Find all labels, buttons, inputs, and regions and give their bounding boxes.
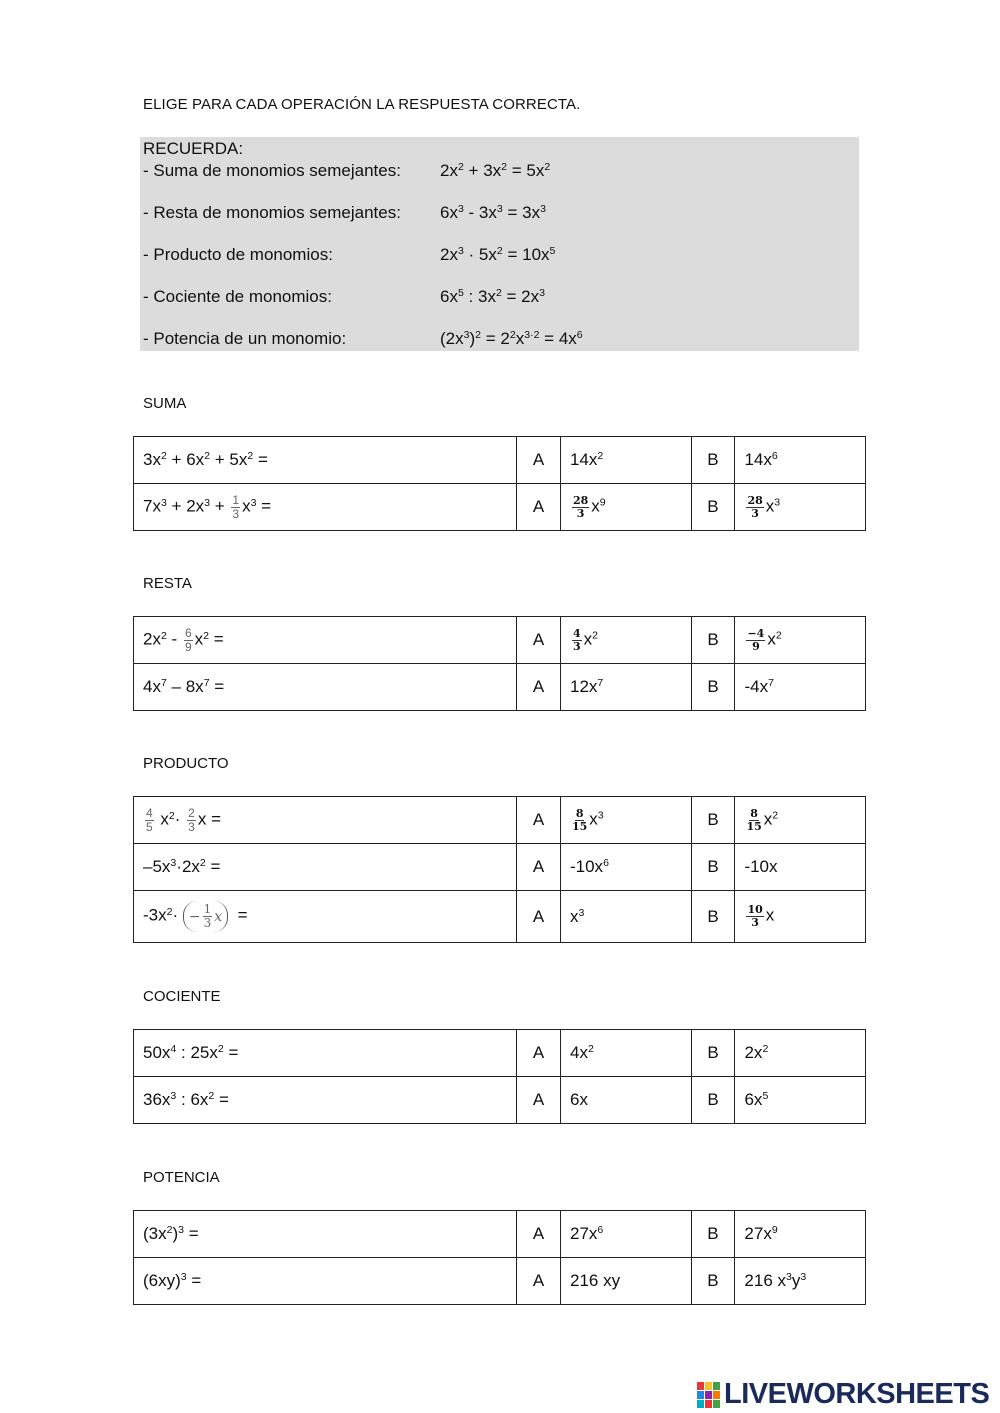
- logo-square: [697, 1400, 704, 1408]
- option-a-label: A: [517, 844, 561, 891]
- table-row: [134, 437, 866, 484]
- option-b-label: B: [691, 844, 735, 891]
- fraction: $\frac{-4}{9}$: [747, 626, 765, 653]
- option-b-answer[interactable]: $\frac{28}{3}$ $x^3$: [735, 484, 866, 531]
- reminder-label: - Resta de monomios semejantes:: [143, 203, 401, 222]
- option-b-answer[interactable]: 216 $x^3y^3$: [735, 1258, 866, 1305]
- option-b-label: B: [691, 484, 735, 531]
- option-b-answer[interactable]: -10x: [735, 844, 866, 891]
- section-title-potencia: POTENCIA: [143, 1169, 220, 1186]
- reminder-box: [140, 137, 859, 351]
- option-a-answer[interactable]: $\frac{4}{3}$ $x^2$: [560, 617, 691, 664]
- fraction: $\frac{28}{3}$: [572, 493, 589, 520]
- option-a-answer[interactable]: $27x^6$: [560, 1211, 691, 1258]
- table-row: [134, 617, 866, 664]
- section-title-resta: RESTA: [143, 575, 192, 592]
- question-expression: $(6xy)^3$ =: [134, 1258, 517, 1305]
- reminder-row-cociente: [143, 287, 545, 307]
- table-suma: [133, 436, 866, 531]
- option-a-label: A: [517, 664, 561, 711]
- question-expression: $2x^2$ - $\frac{6}{9}$ $x^2$ =: [134, 617, 517, 664]
- option-a-answer[interactable]: $12x^7$: [560, 664, 691, 711]
- table-row: [134, 664, 866, 711]
- question-expression: $(3x^2)^3$ =: [134, 1211, 517, 1258]
- reminder-row-resta: [143, 203, 546, 223]
- option-a-answer[interactable]: $14x^2$: [560, 437, 691, 484]
- instructions: ELIGE PARA CADA OPERACIÓN LA RESPUESTA CORRECTA.: [143, 96, 581, 113]
- option-a-answer[interactable]: $4x^2$: [561, 1030, 692, 1077]
- logo-square: [713, 1400, 720, 1408]
- option-a-answer[interactable]: $-10x^6$: [560, 844, 691, 891]
- fraction: $\frac{2}{3}$: [188, 805, 195, 834]
- table-row: [134, 1077, 866, 1124]
- reminder-formula: $6x^5$ : $3x^2 = 2x^3$: [440, 287, 546, 306]
- logo-square: [705, 1382, 712, 1390]
- table-row: [134, 1258, 866, 1305]
- option-a-answer[interactable]: $\frac{28}{3}$ $x^9$: [560, 484, 691, 531]
- reminder-formula: $2x^3 \cdot 5x^2 = 10x^5$: [440, 245, 556, 264]
- option-b-label: B: [691, 1211, 735, 1258]
- fraction: $\frac{28}{3}$: [747, 493, 763, 520]
- question-expression: $7x^3 + 2x^3$ + $\frac{1}{3}$ $x^3$ =: [134, 484, 517, 531]
- logo-square: [705, 1391, 712, 1399]
- option-a-label: A: [517, 484, 561, 531]
- reminder-formula: $(2x^3)^2 = 2^2x^{3\cdot 2} = 4x^6$: [440, 329, 583, 348]
- option-a-label: A: [517, 797, 561, 844]
- logo-square: [705, 1400, 712, 1408]
- fraction: $\frac{6}{9}$: [184, 625, 192, 654]
- reminder-row-producto: [143, 245, 555, 265]
- fraction: $\frac{1}{3}$: [203, 902, 212, 930]
- option-b-label: B: [691, 1077, 735, 1124]
- option-b-answer[interactable]: $2x^2$: [735, 1030, 866, 1077]
- reminder-row-potencia: [143, 329, 583, 349]
- option-a-label: A: [517, 1030, 561, 1077]
- liveworksheets-logo-icon: [697, 1382, 720, 1408]
- section-title-suma: SUMA: [143, 395, 187, 412]
- reminder-row-suma: [143, 161, 550, 181]
- question-expression: $4x^7 - 8x^7$ =: [134, 664, 517, 711]
- section-title-producto: PRODUCTO: [143, 755, 229, 772]
- option-b-label: B: [691, 664, 735, 711]
- table-potencia: [133, 1210, 866, 1305]
- fraction: $\frac{8}{15}$: [571, 806, 588, 833]
- option-b-label: B: [691, 1030, 735, 1077]
- option-b-label: B: [691, 797, 735, 844]
- fraction: $\frac{4}{3}$: [572, 626, 581, 653]
- option-b-label: B: [691, 437, 735, 484]
- reminder-formula: $2x^2 + 3x^2 = 5x^2$: [440, 161, 551, 180]
- reminder-label: - Suma de monomios semejantes:: [143, 161, 401, 180]
- table-row: [134, 1030, 866, 1077]
- fraction: $\frac{10}{3}$: [747, 903, 763, 929]
- fraction: $\frac{8}{15}$: [746, 806, 762, 833]
- question-expression: $\frac{4}{5}$ $x^2\cdot$ $\frac{2}{3}$ x =: [134, 797, 517, 844]
- table-row: [134, 844, 866, 891]
- table-cociente: [133, 1029, 866, 1124]
- fraction: $\frac{1}{3}$: [232, 492, 240, 521]
- logo-square: [697, 1382, 704, 1390]
- option-a-answer[interactable]: 216 xy: [560, 1258, 691, 1305]
- parenthesized-fraction: − $\frac{1}{3}$ x: [183, 901, 228, 931]
- question-expression: $-5x^3\cdot 2x^2$ =: [134, 844, 517, 891]
- question-expression: $36x^3$ : $6x^2$ =: [134, 1077, 517, 1124]
- table-row: [134, 1211, 866, 1258]
- option-b-answer[interactable]: $27x^9$: [735, 1211, 866, 1258]
- option-b-label: B: [691, 617, 735, 664]
- option-b-label: B: [691, 1258, 735, 1305]
- fraction: $\frac{4}{5}$: [146, 805, 153, 834]
- question-expression: $-3x^2\cdot$ − $\frac{1}{3}$ x =: [134, 891, 517, 943]
- option-a-label: A: [517, 1211, 561, 1258]
- liveworksheets-watermark: [697, 1378, 989, 1411]
- option-b-answer[interactable]: $-4x^7$: [735, 664, 866, 711]
- reminder-label: - Cociente de monomios:: [143, 287, 332, 306]
- watermark-text: LIVEWORKSHEETS: [724, 1378, 990, 1410]
- question-expression: $3x^2 + 6x^2 + 5x^2$ =: [134, 437, 517, 484]
- table-resta: [133, 616, 866, 711]
- option-a-label: A: [517, 617, 561, 664]
- reminder-formula: $6x^3 - 3x^3 = 3x^3$: [440, 203, 546, 222]
- question-expression: $50x^4$ : $25x^2$ =: [134, 1030, 517, 1077]
- option-a-answer[interactable]: $x^3$: [560, 891, 691, 943]
- option-b-answer[interactable]: $\frac{8}{15}$ $x^2$: [735, 797, 866, 844]
- reminder-label: - Producto de monomios:: [143, 245, 333, 264]
- table-row: [134, 484, 866, 531]
- option-b-label: B: [691, 891, 735, 943]
- logo-square: [697, 1391, 704, 1399]
- option-a-label: A: [517, 437, 561, 484]
- option-b-answer[interactable]: $\frac{-4}{9}$ $x^2$: [735, 617, 866, 664]
- option-a-answer[interactable]: $\frac{8}{15}$ $x^3$: [560, 797, 691, 844]
- option-a-label: A: [517, 1077, 561, 1124]
- option-a-answer[interactable]: 6x: [561, 1077, 692, 1124]
- section-title-cociente: COCIENTE: [143, 988, 221, 1005]
- reminder-title: RECUERDA:: [143, 139, 244, 158]
- logo-square: [713, 1382, 720, 1390]
- logo-square: [713, 1391, 720, 1399]
- table-row: [134, 891, 866, 943]
- option-b-answer[interactable]: $6x^5$: [735, 1077, 866, 1124]
- option-b-answer[interactable]: $\frac{10}{3}$ x: [735, 891, 866, 943]
- table-producto: [133, 796, 866, 943]
- option-a-label: A: [517, 891, 561, 943]
- table-row: [134, 797, 866, 844]
- option-a-label: A: [517, 1258, 561, 1305]
- option-b-answer[interactable]: $14x^6$: [735, 437, 866, 484]
- reminder-label: - Potencia de un monomio:: [143, 329, 347, 348]
